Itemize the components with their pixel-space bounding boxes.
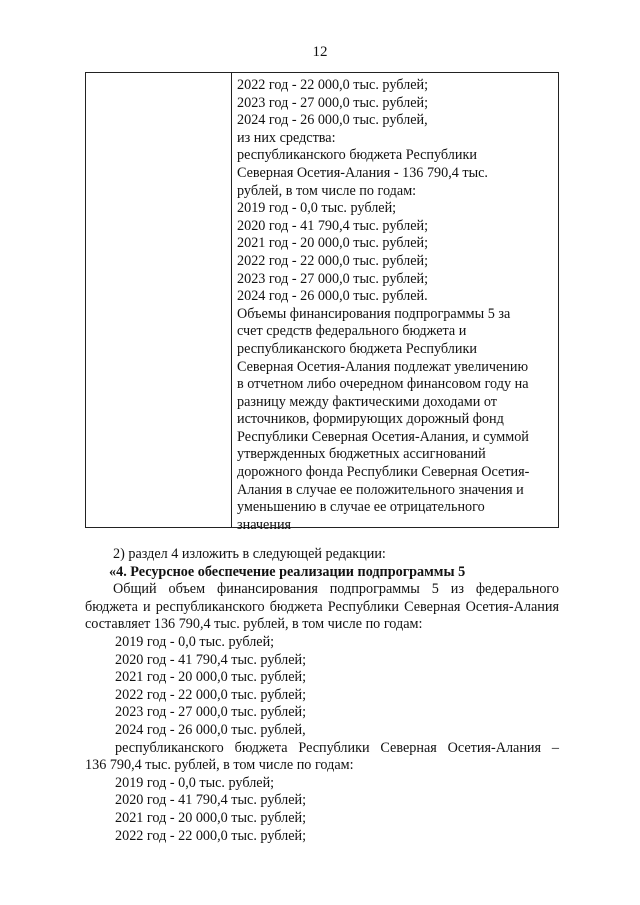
table-line: разницу между фактическими доходами от bbox=[237, 393, 497, 410]
year-line: 2019 год - 0,0 тыс. рублей; bbox=[115, 633, 275, 650]
year-line: 2021 год - 20 000,0 тыс. рублей; bbox=[115, 669, 307, 686]
year-line: 2020 год - 41 790,4 тыс. рублей; bbox=[115, 792, 307, 809]
table-line: республиканского бюджета Республики bbox=[237, 147, 477, 164]
section-body bbox=[85, 546, 559, 845]
year-line: 2022 год - 22 000,0 тыс. рублей; bbox=[115, 827, 307, 844]
paragraph-line: 136 790,4 тыс. рублей, в том числе по годам: bbox=[85, 757, 354, 774]
table-line: Алания в случае ее положительного значения и bbox=[237, 481, 524, 498]
table-line: 2021 год - 20 000,0 тыс. рублей; bbox=[237, 235, 429, 252]
amendment-item: 2) раздел 4 изложить в следующей редакции: bbox=[113, 546, 386, 562]
table-line: дорожного фонда Республики Северная Осетия- bbox=[237, 464, 530, 481]
paragraph-line: республиканского бюджета Республики Северная Осетия-Алания – bbox=[115, 739, 559, 756]
paragraph-line: Общий объем финансирования подпрограммы 5 из федерального bbox=[113, 581, 559, 598]
table-line: 2019 год - 0,0 тыс. рублей; bbox=[237, 200, 397, 217]
page-number: 12 bbox=[312, 44, 328, 60]
table-line: значения bbox=[237, 516, 292, 533]
table-right-cell bbox=[237, 77, 557, 534]
table-line: 2024 год - 26 000,0 тыс. рублей, bbox=[237, 112, 428, 129]
table-line: Республики Северная Осетия-Алания, и суммой bbox=[237, 428, 529, 445]
year-line: 2020 год - 41 790,4 тыс. рублей; bbox=[115, 651, 307, 668]
table-line: республиканского бюджета Республики bbox=[237, 340, 477, 357]
paragraph-line: составляет 136 790,4 тыс. рублей, в том числе по годам: bbox=[85, 616, 423, 633]
table-line: Северная Осетия-Алания подлежат увеличению bbox=[237, 358, 529, 375]
table-left-cell bbox=[86, 73, 232, 527]
table-line: в отчетном либо очередном финансовом году на bbox=[237, 376, 529, 393]
year-line: 2023 год - 27 000,0 тыс. рублей; bbox=[115, 704, 307, 721]
table-line: 2023 год - 27 000,0 тыс. рублей; bbox=[237, 270, 429, 287]
table-line: из них средства: bbox=[237, 129, 336, 146]
table-line: 2023 год - 27 000,0 тыс. рублей; bbox=[237, 94, 429, 111]
table-line: счет средств федерального бюджета и bbox=[237, 323, 467, 340]
year-line: 2019 год - 0,0 тыс. рублей; bbox=[115, 774, 275, 791]
table-line: 2024 год - 26 000,0 тыс. рублей. bbox=[237, 288, 428, 305]
table-line: рублей, в том числе по годам: bbox=[237, 182, 417, 199]
table-line: Объемы финансирования подпрограммы 5 за bbox=[237, 305, 511, 322]
paragraph-line: бюджета и республиканского бюджета Республики Северная Осетия-Алания bbox=[85, 598, 559, 615]
year-line: 2024 год - 26 000,0 тыс. рублей, bbox=[115, 721, 306, 738]
table-line: утвержденных бюджетных ассигнований bbox=[237, 446, 486, 463]
year-line: 2021 год - 20 000,0 тыс. рублей; bbox=[115, 809, 307, 826]
table-line: Северная Осетия-Алания - 136 790,4 тыс. bbox=[237, 164, 488, 181]
year-line: 2022 год - 22 000,0 тыс. рублей; bbox=[115, 686, 307, 703]
table-line: источников, формирующих дорожный фонд bbox=[237, 411, 504, 428]
table-line: 2022 год - 22 000,0 тыс. рублей; bbox=[237, 252, 429, 269]
table-line: 2022 год - 22 000,0 тыс. рублей; bbox=[237, 77, 429, 93]
table-line: 2020 год - 41 790,4 тыс. рублей; bbox=[237, 217, 429, 234]
funding-table bbox=[85, 72, 559, 533]
table-line: уменьшению в случае ее отрицательного bbox=[237, 499, 485, 516]
section-heading: «4. Ресурсное обеспечение реализации подпрограммы 5 bbox=[109, 563, 466, 580]
